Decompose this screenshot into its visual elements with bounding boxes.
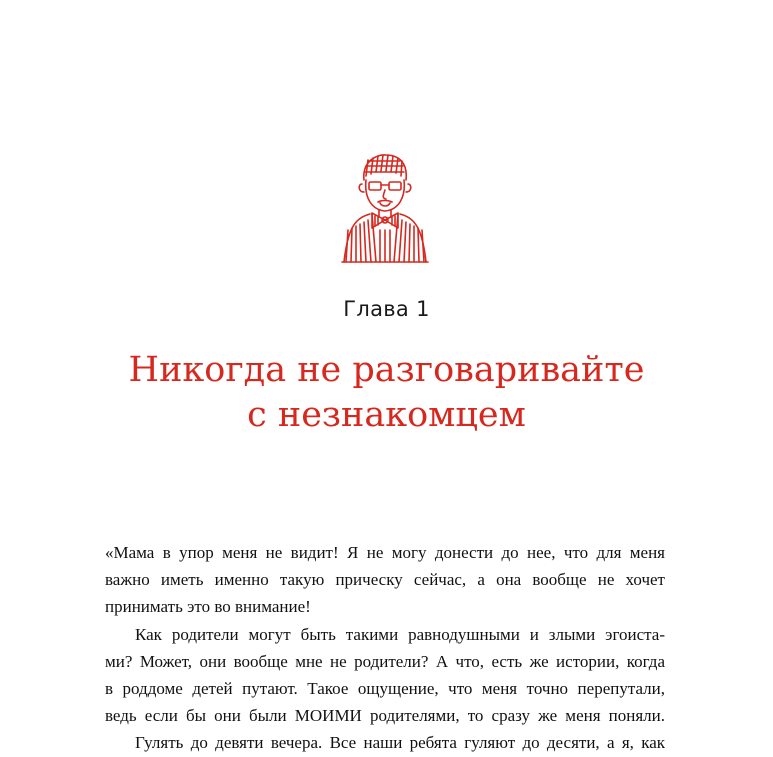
body-line: Как родители могут быть такими равнодушными и злыми эгоиста- [135,624,665,644]
chapter-number: Глава 1 [343,297,430,321]
body-line: важно иметь именно такую прическу сейчас, а она вообще не хочет [105,570,665,590]
body-line: принимать это во внимание! [105,597,311,617]
man-with-glasses-and-bowtie-icon [336,150,432,266]
body-line: ми? Может, они вообще мне не родители? А что, есть же истории, когда [105,651,665,671]
chapter-title [0,348,773,438]
chapter-title-line-2: с незнакомцем [247,395,526,435]
body-line: в роддоме детей путают. Такое ощущение, что меня точно перепутали, [105,679,665,699]
chapter-title-line-1: Никогда не разговаривайте [128,350,645,390]
body-line: ведь если бы они были МОИМИ родителями, то сразу же меня поняли. [105,706,665,726]
body-line: Гулять до девяти вечера. Все наши ребята гуляют до десяти, а я, как [135,733,665,753]
body-line: «Мама в упор меня не видит! Я не могу донести до нее, что для меня [105,543,665,562]
body-text [105,539,665,757]
